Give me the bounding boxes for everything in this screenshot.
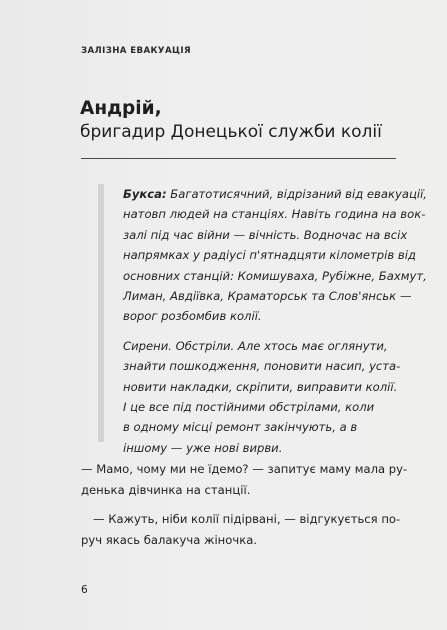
quote-speaker: Букса: (123, 187, 167, 201)
quote-line: основних станцій: Комишуваха, Рубіжне, Бахмут, (123, 268, 427, 283)
person-name: Андрій, (80, 98, 162, 119)
dialog-text (81, 459, 408, 559)
quote-line: Букса: Багатотисячний, відрізаний від евакуації, (123, 187, 427, 201)
dialog-paragraph-1 (81, 459, 408, 500)
dialog-line: — Кажуть, ніби колії підірвані, — відгукується по- (93, 512, 401, 527)
dialog-line: — Мамо, чому ми не їдемо? — запитує маму мала ру- (81, 462, 408, 476)
quote-block (98, 184, 427, 455)
running-head: ЗАЛІЗНА ЕВАКУАЦІЯ (81, 46, 191, 56)
quote-paragraph-1 (123, 184, 427, 327)
quote-line: І це все під постійними обстрілами, коли (123, 400, 375, 415)
heading-rule (81, 158, 396, 159)
quote-line: новити накладки, скріпити, виправити колії. (123, 379, 398, 394)
quote-line: натовп людей на станціях. Навіть година на вок- (123, 207, 426, 222)
page-number: 6 (81, 584, 88, 596)
quote-line: Лиман, Авдіївка, Краматорськ та Слов'янськ — (123, 289, 412, 304)
quote-line: знайти пошкодження, поновити насип, уста- (123, 359, 401, 374)
quote-line: в одному місці ремонт закінчують, а в (123, 420, 358, 435)
quote-line: Сирени. Обстріли. Але хтось має оглянути, (123, 338, 388, 353)
dialog-line: денька дівчинка на станції. (81, 482, 251, 497)
dialog-line: руч якась балакуча жіночка. (81, 532, 257, 547)
quote-paragraph-2 (123, 336, 409, 458)
quote-line: іншому — уже нові вирви. (123, 440, 283, 455)
quote-line: ворог розбомбив колії. (123, 309, 262, 324)
person-role: бригадир Донецької служби колії (80, 122, 382, 142)
quote-line: залі під час війни — вічність. Водночас на всіх (123, 227, 408, 242)
quote-line: напрямках у радіусі п'ятнадцяти кілометрів від (123, 248, 416, 263)
dialog-paragraph-2 (81, 509, 399, 550)
